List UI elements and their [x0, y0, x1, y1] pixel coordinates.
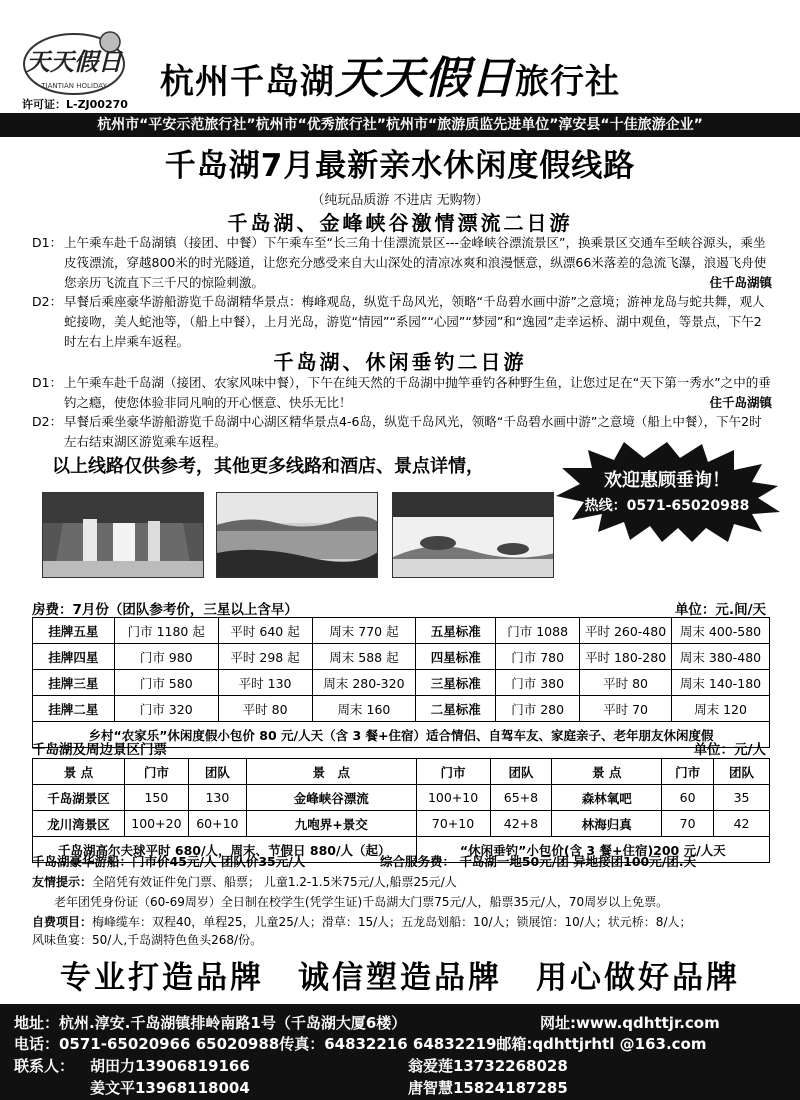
table-cell: 平时 260-480 — [580, 618, 672, 644]
table-cell: 150 — [124, 785, 188, 811]
column-header: 门市 — [416, 759, 490, 785]
website: 网址:www.qdhttjr.com — [540, 1014, 720, 1032]
self-paid-text: 梅峰缆车：双程40，单程25，儿童25/人；滑草：15/人；五龙岛划船：10/人；锁展馆：10/人；状元桥：8/人； — [92, 915, 692, 929]
table-cell: 平时 640 起 — [218, 618, 312, 644]
hotel-row — [33, 696, 770, 722]
service-fee: 综合服务费： 千岛湖一地50元/团 异地接团100元/团.天 — [380, 854, 697, 869]
table-cell: 130 — [188, 785, 246, 811]
stay-location: 住千岛湖镇 — [709, 275, 772, 290]
day-text: 早餐后乘坐豪华游船游览千岛湖中心湖区精华景点4-6岛，纵览千岛风光，领略“千岛碧水画中游”之意境（船上中餐），下午2时左右结束湖区游览乘车返程。 — [64, 414, 762, 449]
cruise-price: 千岛湖豪华游船：门市价45元/人 团队价35元/人 — [32, 854, 306, 869]
main-title: 千岛湖7月最新亲水休闲度假线路 — [164, 148, 636, 184]
table-cell: 42 — [714, 811, 770, 837]
table-cell: 平时 80 — [580, 670, 672, 696]
table-cell: 周末 380-480 — [672, 644, 770, 670]
logo-subtext: TIANTIAN HOLIDAY — [41, 82, 107, 90]
table-cell: 35 — [714, 785, 770, 811]
table-cell: 平时 298 起 — [218, 644, 312, 670]
table-cell: 65+8 — [490, 785, 552, 811]
table-cell: 林海归真 — [552, 811, 662, 837]
route-title: 千岛湖、休闲垂钓二日游 — [273, 350, 527, 374]
ticket-row — [33, 811, 770, 837]
table-cell: 周末 588 起 — [312, 644, 416, 670]
table-cell: 周末 280-320 — [312, 670, 416, 696]
stay-location: 住千岛湖镇 — [709, 395, 772, 410]
hotel-section-heading: 房费：7月份（团队参考价，三星以上含早） — [32, 602, 298, 618]
table-cell: 周末 400-580 — [672, 618, 770, 644]
hotel-row — [33, 618, 770, 644]
table-cell: 70 — [662, 811, 714, 837]
itinerary-day — [32, 373, 772, 413]
contact-person: 姜文平13968118004 — [90, 1079, 250, 1097]
brand-suffix: 旅行社 — [515, 62, 620, 102]
brand-highlight: 天天假日 — [335, 53, 515, 104]
table-cell: 70+10 — [416, 811, 490, 837]
hotel-rate-table — [32, 617, 770, 748]
day-label: D2： — [32, 414, 63, 429]
table-cell: 门市 320 — [114, 696, 218, 722]
column-header: 景 点 — [246, 759, 416, 785]
brand-name — [160, 42, 620, 106]
contact-footer — [0, 1004, 800, 1100]
table-cell: 平时 70 — [580, 696, 672, 722]
table-cell: 周末 120 — [672, 696, 770, 722]
table-cell: 门市 980 — [114, 644, 218, 670]
column-header: 景 点 — [552, 759, 662, 785]
promo-text: 以上线路仅供参考，其他更多线路和酒店、景点详情， — [52, 456, 484, 477]
table-cell: 门市 1088 — [496, 618, 580, 644]
table-cell: 森林氧吧 — [552, 785, 662, 811]
honors-banner: 杭州市“平安示范旅行社”杭州市“优秀旅行社”杭州市“旅游质监先进单位”淳安县“十佳旅游企业” — [0, 113, 800, 137]
itinerary-day — [32, 233, 772, 293]
column-header: 景 点 — [33, 759, 125, 785]
welcome-text: 欢迎惠顾垂询！ — [604, 470, 730, 491]
logo-text: 天天假日 — [26, 47, 122, 76]
table-cell: 千岛湖景区 — [33, 785, 125, 811]
table-cell: 金峰峡谷漂流 — [246, 785, 416, 811]
table-cell: 周末 770 起 — [312, 618, 416, 644]
hotel-note: 乡村“农家乐”休闲度假小包价 80 元/人天（含 3 餐+住宿）适合情侣、自驾车友、家庭亲子、老年朋友休闲度假 — [33, 722, 770, 748]
table-cell: 挂牌三星 — [33, 670, 115, 696]
self-paid-more: 风味鱼宴：50/人,千岛湖特色鱼头268/份。 — [32, 933, 263, 947]
company-logo — [18, 28, 130, 98]
table-cell: 平时 130 — [218, 670, 312, 696]
hotel-unit: 单位：元.间/天 — [674, 602, 766, 618]
table-cell: 门市 780 — [496, 644, 580, 670]
brand-slogan: 专业打造品牌 诚信塑造品牌 用心做好品牌 — [60, 960, 740, 996]
table-cell: 五星标准 — [416, 618, 496, 644]
column-header: 门市 — [662, 759, 714, 785]
table-cell: 周末 140-180 — [672, 670, 770, 696]
address: 地址：杭州.淳安.千岛湖镇排岭南路1号（千岛湖大厦6楼） — [14, 1014, 407, 1032]
self-paid-label: 自费项目： — [32, 915, 93, 929]
table-cell: 门市 380 — [496, 670, 580, 696]
tips-label: 友情提示： — [32, 875, 93, 889]
tips-senior: 老年团凭身份证（60-69周岁）全日制在校学生(凭学生证)千岛湖大门票75元/人，船票35元/人，70周岁以上免票。 — [54, 895, 669, 909]
table-cell: 平时 80 — [218, 696, 312, 722]
contact-person: 唐智慧15824187285 — [408, 1079, 568, 1097]
ticket-unit: 单位：元/人 — [693, 742, 766, 758]
hotline-text: 热线：0571-65020988 — [584, 498, 750, 514]
day-text: 上午乘车赴千岛湖镇（接团、中餐）下午乘车至“长三角十佳漂流景区---金峰峡谷漂流景区”，换乘景区交通车至峡谷源头，乘坐皮筏漂流，穿越800米的时光隧道，让您充分感受来自大山深处的清凉冰爽和浪漫惬意，纵漂66米落差的急流飞瀑，浪遏飞舟使您亲历飞流直下三千尺的惊险刺激。 — [64, 235, 767, 290]
lake-islands-photo — [216, 492, 378, 578]
column-header: 团队 — [188, 759, 246, 785]
day-label: D2： — [32, 294, 63, 309]
license-number: 许可证：L-ZJ00270 — [22, 98, 128, 111]
ticket-row — [33, 785, 770, 811]
ticket-header-row — [33, 759, 770, 785]
table-cell: 周末 160 — [312, 696, 416, 722]
waterfall-photo — [42, 492, 204, 578]
table-cell: 挂牌四星 — [33, 644, 115, 670]
table-cell: 门市 280 — [496, 696, 580, 722]
contact-label: 联系人： — [14, 1057, 75, 1075]
table-cell: 门市 1180 起 — [114, 618, 218, 644]
table-cell: 龙川湾景区 — [33, 811, 125, 837]
column-header: 团队 — [490, 759, 552, 785]
day-label: D1： — [32, 375, 63, 390]
table-cell: 100+10 — [416, 785, 490, 811]
contact-person: 胡田力13906819166 — [90, 1057, 250, 1075]
route-title: 千岛湖、金峰峡谷激情漂流二日游 — [227, 211, 573, 235]
ticket-section-heading: 千岛湖及周边景区门票 — [32, 742, 167, 758]
table-cell: 60 — [662, 785, 714, 811]
table-cell: 42+8 — [490, 811, 552, 837]
table-cell: 挂牌五星 — [33, 618, 115, 644]
phone-fax-email: 电话：0571-65020966 65020988传真：64832216 64832219邮箱:qdhttjrhtl @163.com — [14, 1035, 707, 1053]
table-cell: 九咆界+景交 — [246, 811, 416, 837]
day-text: 上午乘车赴千岛湖（接团、农家风味中餐），下午在纯天然的千岛湖中抛竿垂钓各种野生鱼，让您过足在“天下第一秀水”之中的垂钓之瘾，使您体验非同凡响的开心惬意、快乐无比！ — [64, 375, 771, 410]
table-cell: 平时 180-280 — [580, 644, 672, 670]
tips-text: 全陪凭有效证件免门票、船票； 儿童1.2-1.5米75元/人,船票25元/人 — [92, 875, 457, 889]
subtitle-note: （纯玩品质游 不进店 无购物） — [311, 193, 489, 208]
fishing-package: “休闲垂钓”小包价(含 3 餐+住宿)200 元/人天 — [416, 837, 769, 863]
table-cell: 门市 580 — [114, 670, 218, 696]
brand-prefix: 杭州千岛湖 — [160, 62, 335, 102]
table-cell: 100+20 — [124, 811, 188, 837]
ticket-price-table — [32, 758, 770, 863]
hotel-row — [33, 644, 770, 670]
day-label: D1： — [32, 235, 63, 250]
table-cell: 四星标准 — [416, 644, 496, 670]
table-cell: 二星标准 — [416, 696, 496, 722]
day-text: 早餐后乘座豪华游船游览千岛湖精华景点：梅峰观岛，纵览千岛风光，领略“千岛碧水画中游”之意境；游神龙岛与蛇共舞，观人蛇接吻，美人蛇池等，（船上中餐），上月光岛，游览“情园”“系园”“心园”“梦园”和“逸园”走幸运桥、湖中观鱼，等景点，下午2时左右上岸乘车返程。 — [64, 294, 765, 349]
hotel-row — [33, 670, 770, 696]
golf-price: 千岛湖高尔夫球平时 680/人，周末、节假日 880/人（起） — [33, 837, 417, 863]
table-cell: 三星标准 — [416, 670, 496, 696]
rafting-photo — [392, 492, 554, 578]
table-cell: 挂牌二星 — [33, 696, 115, 722]
hotline-starburst — [552, 440, 782, 544]
table-cell: 60+10 — [188, 811, 246, 837]
contact-person: 翁爱莲13732268028 — [408, 1057, 568, 1075]
column-header: 团队 — [714, 759, 770, 785]
itinerary-day — [32, 292, 772, 352]
column-header: 门市 — [124, 759, 188, 785]
tips-line — [32, 872, 457, 892]
self-paid-line — [32, 912, 692, 932]
